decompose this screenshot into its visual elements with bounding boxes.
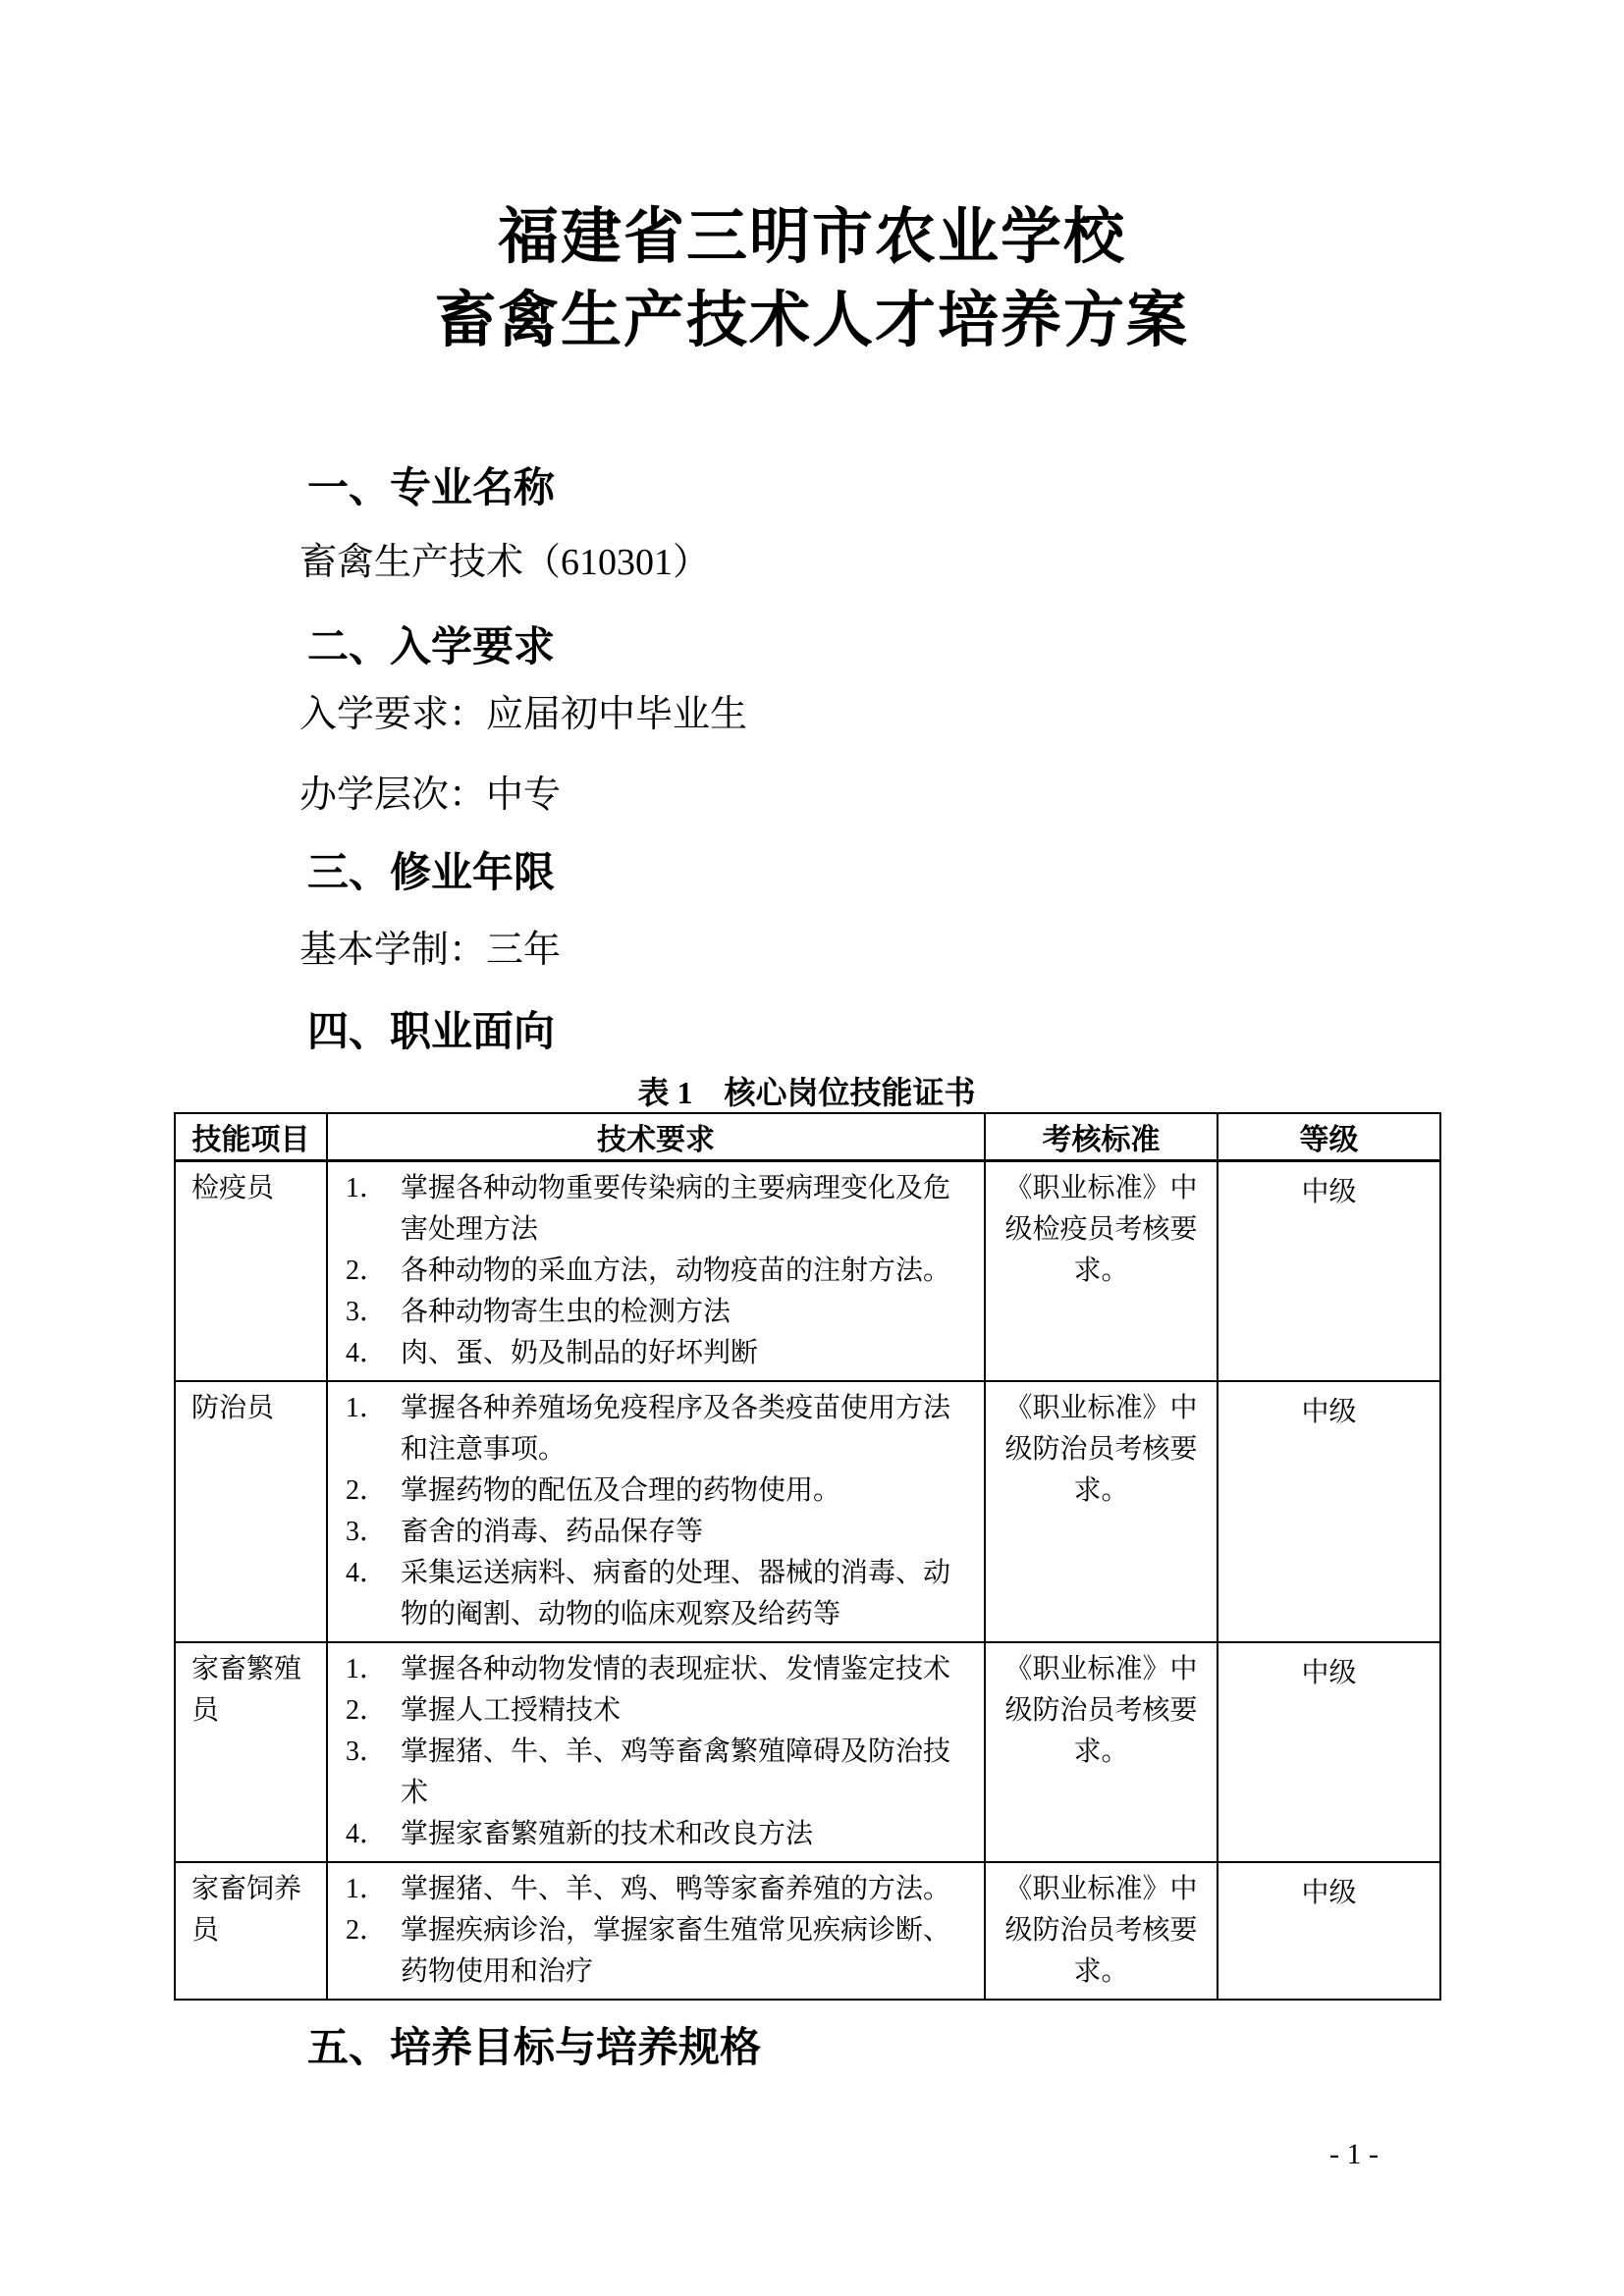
item-number: 3．	[346, 1735, 388, 1767]
table-caption: 表 1 核心岗位技能证书	[637, 1075, 976, 1110]
skill-project-cell: 家畜繁殖员	[175, 1642, 327, 1862]
requirement-item	[346, 1292, 974, 1333]
item-number: 1．	[346, 1653, 388, 1684]
item-text: 采集运送病料、病畜的处理、器械的消毒、动物的阉割、动物的临床观察及给药等	[401, 1557, 951, 1629]
item-text: 掌握各种养殖场免疫程序及各类疫苗使用方法和注意事项。	[401, 1392, 951, 1465]
item-number: 3．	[346, 1296, 388, 1327]
header-technical-requirements: 技术要求	[327, 1113, 985, 1160]
heading-major-name: 一、专业名称	[307, 464, 556, 510]
requirement-item	[346, 1910, 974, 1993]
item-number: 2．	[346, 1255, 388, 1286]
title-line-1: 福建省三明市农业学校	[497, 204, 1126, 271]
item-text: 掌握各种动物重要传染病的主要病理变化及危害处理方法	[401, 1172, 951, 1245]
item-number: 4．	[346, 1818, 388, 1849]
heading-entry-requirements: 二、入学要求	[307, 623, 556, 669]
skill-project-cell: 检疫员	[175, 1160, 327, 1381]
heading-study-duration: 三、修业年限	[307, 849, 556, 895]
assessment-standard-cell: 《职业标准》中级防治员考核要求。	[985, 1862, 1218, 2000]
item-text: 掌握各种动物发情的表现症状、发情鉴定技术	[401, 1653, 951, 1684]
requirement-item	[346, 1690, 974, 1732]
level-cell: 中级	[1218, 1862, 1440, 2000]
level-cell: 中级	[1218, 1381, 1440, 1642]
requirement-item	[346, 1333, 974, 1374]
core-skills-certificate-table	[174, 1112, 1441, 2001]
requirements-cell	[327, 1381, 985, 1642]
table-header-row	[175, 1113, 1440, 1160]
document-title	[0, 196, 1624, 363]
item-text: 各种动物的采血方法，动物疫苗的注射方法。	[401, 1255, 951, 1286]
skill-project-cell: 防治员	[175, 1381, 327, 1642]
assessment-standard-cell: 《职业标准》中级防治员考核要求。	[985, 1381, 1218, 1642]
table-row-livestock-breeder	[175, 1642, 1440, 1862]
requirement-item	[346, 1553, 974, 1635]
item-text: 肉、蛋、奶及制品的好坏判断	[401, 1337, 759, 1368]
requirement-item	[346, 1470, 974, 1512]
item-number: 2．	[346, 1474, 388, 1506]
assessment-standard-cell: 《职业标准》中级检疫员考核要求。	[985, 1160, 1218, 1381]
assessment-standard-cell: 《职业标准》中级防治员考核要求。	[985, 1642, 1218, 1862]
paragraph-education-level: 办学层次：中专	[299, 774, 562, 816]
item-number: 2．	[346, 1914, 388, 1946]
item-number: 1．	[346, 1392, 388, 1423]
item-text: 掌握疾病诊治，掌握家畜生殖常见疾病诊断、药物使用和治疗	[401, 1914, 951, 1987]
requirement-item	[346, 1168, 974, 1251]
item-text: 掌握药物的配伍及合理的药物使用。	[401, 1474, 841, 1506]
table-row-livestock-keeper	[175, 1862, 1440, 2000]
level-cell: 中级	[1218, 1642, 1440, 1862]
item-number: 4．	[346, 1337, 388, 1368]
title-line-2: 畜禽生产技术人才培养方案	[434, 288, 1189, 354]
item-text: 掌握人工授精技术	[401, 1694, 622, 1726]
header-level: 等级	[1218, 1113, 1440, 1160]
item-number: 1．	[346, 1172, 388, 1203]
paragraph-major-name: 畜禽生产技术（610301）	[299, 542, 711, 583]
paragraph-entry-requirement: 入学要求：应届初中毕业生	[299, 694, 748, 735]
heading-training-objectives: 五、培养目标与培养规格	[307, 2023, 762, 2070]
heading-career-orientation: 四、职业面向	[307, 1008, 556, 1054]
requirements-cell	[327, 1160, 985, 1381]
table-row-prevention-officer	[175, 1381, 1440, 1642]
requirement-item	[346, 1512, 974, 1553]
item-text: 畜舍的消毒、药品保存等	[401, 1516, 704, 1547]
requirement-item	[346, 1388, 974, 1470]
item-number: 1．	[346, 1873, 388, 1904]
requirement-item	[346, 1869, 974, 1910]
requirement-item	[346, 1814, 974, 1855]
requirements-cell	[327, 1862, 985, 2000]
table-row-quarantine-officer	[175, 1160, 1440, 1381]
item-number: 3．	[346, 1516, 388, 1547]
requirement-item	[346, 1732, 974, 1814]
item-text: 各种动物寄生虫的检测方法	[401, 1296, 731, 1327]
item-text: 掌握猪、牛、羊、鸡等畜禽繁殖障碍及防治技术	[401, 1735, 951, 1808]
page-number: - 1 -	[1329, 2138, 1379, 2170]
requirements-cell	[327, 1642, 985, 1862]
item-text: 掌握家畜繁殖新的技术和改良方法	[401, 1818, 814, 1849]
skill-project-cell: 家畜饲养员	[175, 1862, 327, 2000]
item-number: 2．	[346, 1694, 388, 1726]
level-cell: 中级	[1218, 1160, 1440, 1381]
item-number: 4．	[346, 1557, 388, 1588]
item-text: 掌握猪、牛、羊、鸡、鸭等家畜养殖的方法。	[401, 1873, 951, 1904]
header-assessment-standard: 考核标准	[985, 1113, 1218, 1160]
paragraph-basic-schooling: 基本学制：三年	[299, 930, 562, 971]
requirement-item	[346, 1251, 974, 1292]
header-skill-project: 技能项目	[175, 1113, 327, 1160]
requirement-item	[346, 1649, 974, 1690]
